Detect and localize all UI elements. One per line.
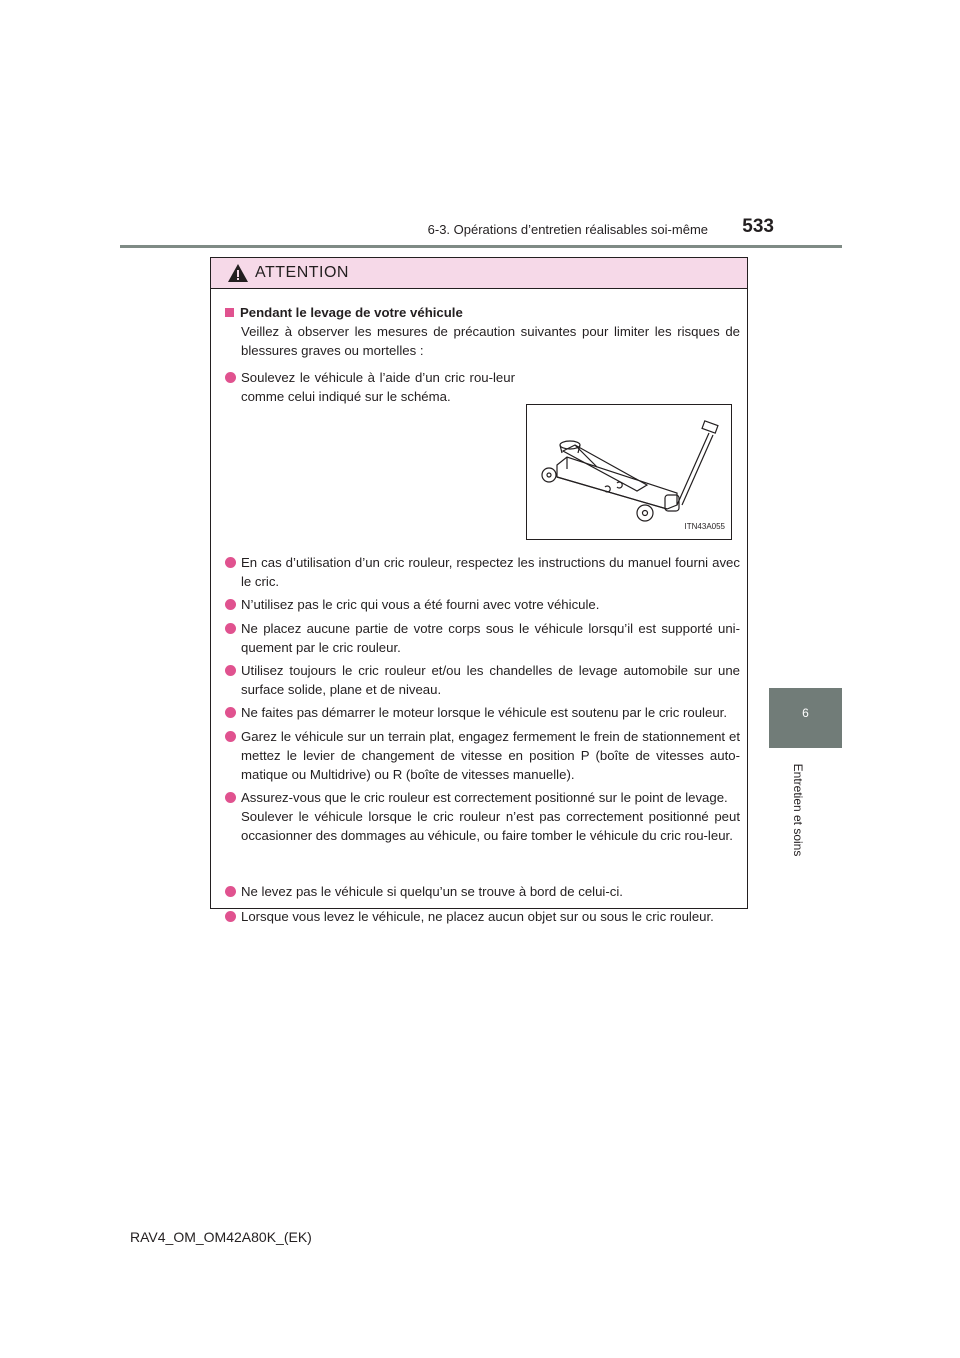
list-item [225, 553, 740, 591]
bullet-dot-icon [225, 707, 236, 718]
section-title: 6-3. Opérations d’entretien réalisables soi-même [427, 222, 708, 237]
list-item-text: Ne levez pas le véhicule si quelqu’un se trouve à bord de celui-ci. [241, 884, 623, 899]
chapter-label [789, 760, 807, 860]
list-item-text: Utilisez toujours le cric rouleur et/ou les chandelles de levage automobile sur une surface solide, plane et de niveau. [241, 663, 740, 697]
bullet-dot-icon [225, 623, 236, 634]
list-item-text: En cas d’utilisation d’un cric rouleur, respectez les instructions du manuel fourni avec le cric. [241, 555, 740, 589]
chapter-tab [769, 688, 842, 748]
list-item-text: Garez le véhicule sur un terrain plat, engagez fermement le frein de stationnement et mettez le levier de changement de vitesse en position P (boîte de vitesses auto-matique ou Multidrive) ou R (boîte de vitesses manuelle). [241, 729, 740, 782]
chapter-number: 6 [802, 706, 809, 720]
header-divider [120, 245, 842, 248]
warning-header [211, 258, 747, 289]
bullet-dot-icon [225, 599, 236, 610]
intro-paragraph: Veillez à observer les mesures de précaution suivantes pour limiter les risques de blessures graves ou mortelles : [241, 324, 740, 358]
list-item [225, 882, 740, 901]
list-item-text: Ne faites pas démarrer le moteur lorsque le véhicule est soutenu par le cric rouleur. [241, 705, 727, 720]
list-item-text: Lorsque vous levez le véhicule, ne placez aucun objet sur ou sous le cric rouleur. [241, 909, 714, 924]
warning-title: ATTENTION [255, 264, 349, 281]
chapter-label-text: Entretien et soins [791, 763, 805, 857]
bullet-dot-icon [225, 911, 236, 922]
page-number: 533 [742, 216, 774, 237]
bullet-dot-icon [225, 665, 236, 676]
list-item [225, 907, 740, 926]
list-item-text: Soulevez le véhicule à l’aide d’un cric rou-leur comme celui indiqué sur le schéma. [241, 370, 515, 404]
bullet-dot-icon [225, 557, 236, 568]
section-heading-text: Pendant le levage de votre véhicule [240, 305, 463, 320]
list-item [225, 661, 740, 699]
square-bullet-icon [225, 308, 234, 317]
floor-jack-figure [526, 404, 732, 540]
bullet-dot-icon [225, 792, 236, 803]
list-item [225, 368, 515, 406]
bullet-dot-icon [225, 731, 236, 742]
list-item [225, 703, 740, 722]
list-item [225, 788, 740, 845]
list-item [225, 727, 740, 784]
document-id: RAV4_OM_OM42A80K_(EK) [130, 1229, 312, 1245]
list-item-text: Ne placez aucune partie de votre corps sous le véhicule lorsqu’il est supporté uni-quement par le cric rouleur. [241, 621, 740, 655]
list-item-subtext: Soulever le véhicule lorsque le cric rouleur n’est pas correctement positionné peut occasionner des dommages au véhicule, ou faire tomber le véhicule du cric rou-leur. [241, 809, 740, 843]
warning-box [210, 257, 748, 924]
list-item [225, 619, 740, 657]
bullet-dot-icon [225, 886, 236, 897]
list-item-text: N’utilisez pas le cric qui vous a été fourni avec votre véhicule. [241, 597, 600, 612]
warning-triangle-icon [227, 263, 249, 283]
list-item-text: Assurez-vous que le cric rouleur est correctement positionné sur le point de levage. [241, 790, 728, 805]
bullet-dot-icon [225, 372, 236, 383]
figure-code: ITN43A055 [684, 522, 725, 531]
section-heading [225, 303, 463, 322]
list-item [225, 595, 740, 614]
